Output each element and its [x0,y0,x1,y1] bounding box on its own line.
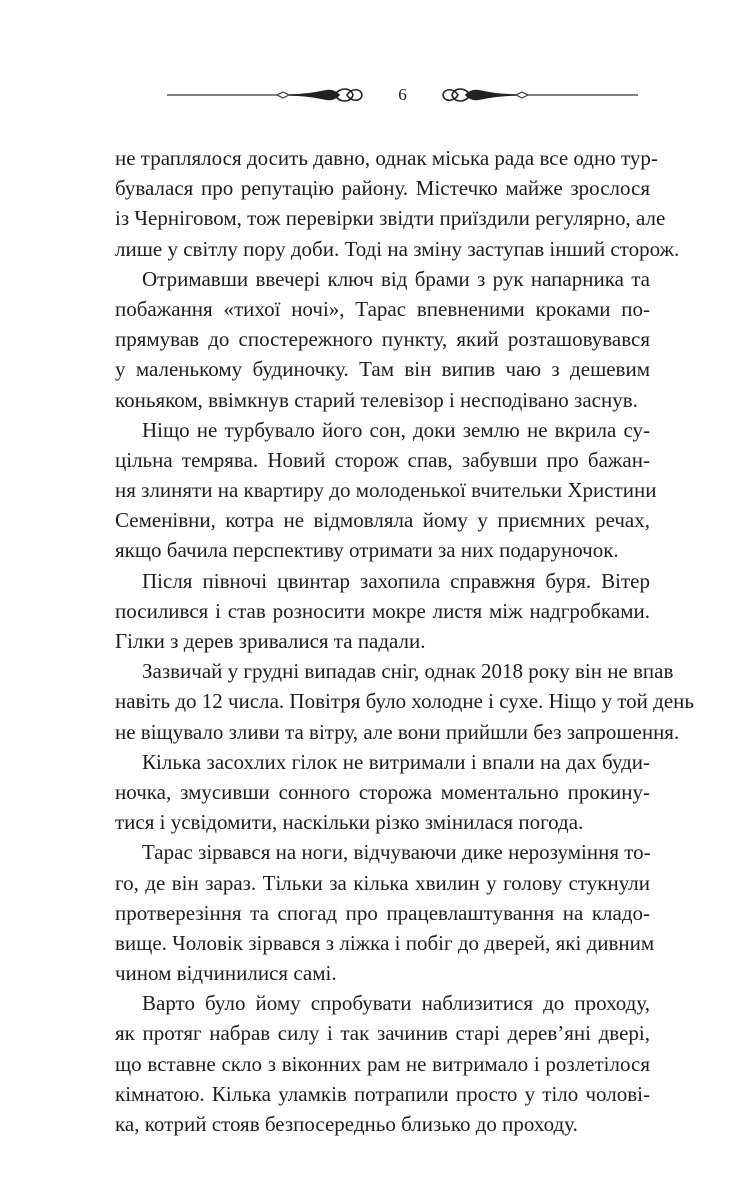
text-line: не траплялося досить давно, однак міська рада все одно тур- [115,146,658,170]
text-line: коньяком, ввімкнув старий телевізор і несподівано заснув. [115,387,638,412]
text-line: не віщувало зливи та вітру, але вони прийшли без запрошення. [115,719,680,744]
text-line: Тарас зірвався на ноги, відчуваючи дике нерозуміння то- [142,840,651,865]
text-line: прямував до спостережного пункту, який розташовувався [115,327,650,352]
text-line: Після півночі цвинтар захопила справжня буря. Вітер [142,568,650,593]
text-line: як протяг набрав силу і так зачинив старі дерев’яні двері, [115,1021,650,1046]
text-line: Семенівни, котра не відмовляла йому у приємних речах, [115,508,650,533]
text-line: протверезіння та спогад про працевлаштування на кладо- [115,900,650,925]
text-line: цільна темрява. Новий сторож спав, забувши про бажан- [115,447,650,472]
text-line: із Черніговом, тож перевірки звідти приїздили регулярно, але [115,206,666,231]
text-line: Ніщо не турбувало його сон, доки землю не вкрила су- [142,417,650,442]
text-line: Кілька засохлих гілок не витримали і впали на дах буди- [142,749,650,774]
text-line: вище. Чоловік зірвався з ліжка і побіг до дверей, які дивним [115,930,655,955]
text-line: посилився і став розносити мокре листя між надгробками. [115,598,650,623]
page-number: 6 [398,85,407,104]
body-text [115,143,694,1139]
text-line: Отримавши ввечері ключ від брами з рук напарника та [142,266,650,291]
text-line: що вставне скло з віконних рам не витримало і розлетілося [115,1051,650,1076]
text-line: тися і усвідомити, наскільки різко змінилася погода. [115,810,584,835]
page-header [165,76,640,116]
text-line: го, де він зараз. Тільки за кілька хвилин у голову стукнули [115,870,650,895]
text-line: ня злиняти на квартиру до молоденької вчительки Христини [115,478,657,503]
text-line: лише у світлу пору доби. Тоді на зміну заступав інший сторож. [115,236,680,261]
text-line: навіть до 12 числа. Повітря було холодне і сухе. Ніщо у той день [115,689,694,714]
text-line: чином відчинилися самі. [115,961,337,986]
text-line: бувалася про репутацію району. Містечко майже зрослося [115,176,650,201]
text-line: ка, котрий стояв безпосередньо близько до проходу. [115,1112,578,1136]
text-line: Варто було йому спробувати наблизитися до проходу, [142,991,650,1016]
text-line: ночка, змусивши сонного сторожа моментально прокину- [115,779,650,804]
text-line: у маленькому будиночку. Там він випив чаю з дешевим [115,357,650,382]
text-line: Гілки з дерев зривалися та падали. [115,629,426,653]
text-line: кімнатою. Кілька уламків потрапили просто у тіло чолові- [115,1081,650,1106]
text-line: Зазвичай у грудні випадав сніг, однак 2018 року він не впав [142,659,674,684]
text-line: побажання «тихої ночі», Тарас впевненими кроками по- [115,296,650,321]
text-line: якщо бачила перспективу отримати за них подаруночок. [115,538,619,563]
